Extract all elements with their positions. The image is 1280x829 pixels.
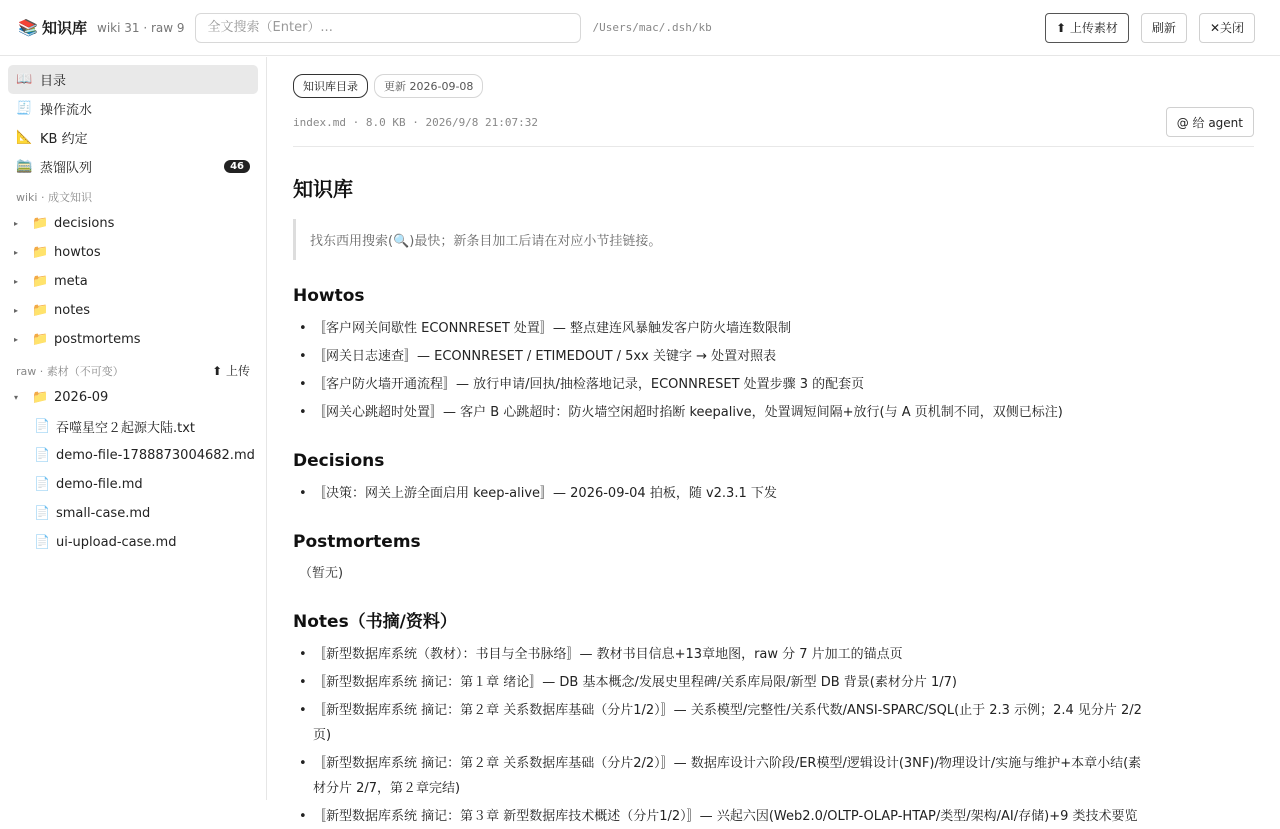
folder-icon: 📁 bbox=[32, 332, 49, 347]
howtos-list bbox=[293, 316, 1254, 425]
kb-stats: wiki 31 · raw 9 bbox=[97, 20, 185, 35]
sidebar-item-label: 目录 bbox=[40, 74, 67, 89]
folder-icon: 📁 bbox=[32, 274, 49, 289]
doc-meta-row bbox=[293, 108, 1254, 136]
section-heading-notes: Notes（书摘/资料） bbox=[293, 612, 457, 632]
books-icon: 📚 bbox=[18, 18, 38, 37]
folder-label: howtos bbox=[54, 245, 101, 260]
tree-file[interactable] bbox=[8, 470, 258, 499]
doc-link[interactable]: • 〚新型数据库系统（教材）：书目与全书脉络〛— 教材书目信息+13章地图，raw 分 7 片加工的锚点页 bbox=[293, 642, 1153, 667]
file-label: demo-file.md bbox=[56, 477, 143, 492]
notes-list bbox=[293, 642, 1254, 829]
section-heading-decisions: Decisions bbox=[293, 451, 385, 471]
top-bar bbox=[0, 0, 1280, 56]
folder-label: 2026-09 bbox=[54, 390, 109, 405]
section-label-text: wiki · 成文知识 bbox=[16, 191, 92, 204]
sidebar-item-index[interactable] bbox=[8, 65, 258, 94]
sidebar-item-label: 蒸馏队列 bbox=[40, 161, 93, 176]
doc-link[interactable]: • 〚新型数据库系统 摘记：第２章 关系数据库基础（分片2/2）〛— 数据库设计六阶段/ER模型/逻辑设计(3NF)/物理设计/实施与维护+本章小结(素材分片 2/7，第２章完结) bbox=[293, 751, 1153, 801]
doc-tags bbox=[293, 74, 1254, 98]
file-icon: 📄 bbox=[34, 477, 51, 492]
folder-label: notes bbox=[54, 303, 91, 318]
tree-folder-notes[interactable] bbox=[8, 296, 258, 325]
train-icon: 🚞 bbox=[16, 159, 33, 174]
doc-link[interactable]: • 〚网关日志速查〛— ECONNRESET / ETIMEDOUT / 5xx 关键字 → 处置对照表 bbox=[293, 344, 1153, 369]
file-label: small-case.md bbox=[56, 506, 151, 521]
tree-file[interactable] bbox=[8, 499, 258, 528]
ruler-icon: 📐 bbox=[16, 130, 33, 145]
tree-file[interactable] bbox=[8, 441, 258, 470]
section-heading-howtos: Howtos bbox=[293, 286, 365, 306]
tree-file[interactable] bbox=[8, 528, 258, 557]
topbar-actions bbox=[1045, 13, 1255, 43]
raw-section-label bbox=[8, 354, 258, 383]
document-view bbox=[293, 57, 1254, 824]
folder-label: decisions bbox=[54, 216, 115, 231]
refresh-button[interactable]: 刷新 bbox=[1141, 13, 1187, 43]
empty-placeholder: （暂无) bbox=[299, 566, 344, 581]
tree-folder-decisions[interactable] bbox=[8, 209, 258, 238]
brand bbox=[18, 17, 185, 38]
app-title: 知识库 bbox=[42, 19, 88, 37]
folder-icon: 📁 bbox=[32, 216, 49, 231]
caret-down-icon: ▾ bbox=[14, 393, 19, 402]
search-input[interactable] bbox=[195, 13, 581, 43]
folder-icon: 📁 bbox=[32, 245, 49, 260]
sidebar-item-oplog[interactable] bbox=[8, 94, 258, 123]
tree-folder-howtos[interactable] bbox=[8, 238, 258, 267]
section-heading-postmortems: Postmortems bbox=[293, 532, 421, 552]
file-icon: 📄 bbox=[34, 448, 51, 463]
sidebar-item-conventions[interactable] bbox=[8, 123, 258, 152]
folder-label: postmortems bbox=[54, 332, 141, 347]
receipt-icon: 🧾 bbox=[16, 101, 33, 116]
doc-link[interactable]: • 〚网关心跳超时处置〛— 客户 B 心跳超时：防火墙空闲超时掐断 keepalive，处置调短间隔+放行(与 A 页机制不同，双侧已标注) bbox=[293, 400, 1153, 425]
wiki-section-label bbox=[8, 181, 258, 209]
send-to-agent-button[interactable]: @ 给 agent bbox=[1166, 107, 1254, 137]
folder-label: meta bbox=[54, 274, 88, 289]
tree-folder-meta[interactable] bbox=[8, 267, 258, 296]
book-icon: 📖 bbox=[16, 72, 33, 87]
caret-right-icon: ▸ bbox=[14, 277, 19, 286]
sidebar-item-distill-queue[interactable] bbox=[8, 152, 258, 181]
tag-updated: 更新 2026-09-08 bbox=[374, 74, 483, 98]
file-label: 吞噬星空２起源大陆.txt bbox=[56, 421, 196, 436]
file-label: ui-upload-case.md bbox=[56, 535, 177, 550]
divider bbox=[293, 146, 1254, 147]
doc-link[interactable]: • 〚客户网关间歇性 ECONNRESET 处置〛— 整点建连风暴触发客户防火墙连数限制 bbox=[293, 316, 1153, 341]
folder-icon: 📁 bbox=[32, 303, 49, 318]
file-icon: 📄 bbox=[34, 535, 51, 550]
close-button[interactable]: ✕关闭 bbox=[1199, 13, 1255, 43]
doc-link[interactable]: • 〚客户防火墙开通流程〛— 放行申请/回执/抽检落地记录，ECONNRESET 处置步骤 3 的配套页 bbox=[293, 372, 1153, 397]
tree-file[interactable] bbox=[8, 412, 258, 441]
doc-link[interactable]: • 〚新型数据库系统 摘记：第３章 新型数据库技术概述（分片1/2）〛— 兴起六因(Web2.0/OLTP-OLAP-HTAP/类型/架构/AI/存储)+9 类技术要览 bbox=[293, 804, 1153, 829]
doc-link[interactable]: • 〚新型数据库系统 摘记：第１章 绪论〛— DB 基本概念/发展史里程碑/关系库局限/新型 DB 背景(素材分片 1/7) bbox=[293, 670, 1153, 695]
doc-link[interactable]: • 〚新型数据库系统 摘记：第２章 关系数据库基础（分片1/2）〛— 关系模型/完整性/关系代数/ANSI-SPARC/SQL(止于 2.3 示例；2.4 见分片 2/2 页) bbox=[293, 698, 1153, 748]
sidebar-item-label: KB 约定 bbox=[40, 132, 88, 147]
doc-meta: index.md · 8.0 KB · 2026/9/8 21:07:32 bbox=[293, 115, 539, 129]
upload-material-button[interactable]: ⬆ 上传素材 bbox=[1045, 13, 1129, 43]
kb-path: /Users/mac/.dsh/kb bbox=[592, 21, 712, 34]
file-icon: 📄 bbox=[34, 506, 51, 521]
section-label-text: raw · 素材（不可变） bbox=[16, 364, 124, 378]
tree-folder-postmortems[interactable] bbox=[8, 325, 258, 354]
sidebar bbox=[0, 57, 267, 800]
caret-right-icon: ▸ bbox=[14, 219, 19, 228]
caret-right-icon: ▸ bbox=[14, 248, 19, 257]
sidebar-item-label: 操作流水 bbox=[40, 103, 93, 118]
file-label: demo-file-1788873004682.md bbox=[56, 448, 255, 463]
count-badge: 46 bbox=[224, 160, 250, 173]
doc-quote: 找东西用搜索(🔍)最快；新条目加工后请在对应小节挂链接。 bbox=[293, 219, 1254, 260]
doc-link[interactable]: • 〚决策：网关上游全面启用 keep-alive〛— 2026-09-04 拍板，随 v2.3.1 下发 bbox=[293, 481, 1153, 506]
raw-upload-button[interactable]: ⬆ 上传 bbox=[212, 364, 250, 378]
caret-right-icon: ▸ bbox=[14, 306, 19, 315]
folder-icon: 📁 bbox=[32, 390, 49, 405]
doc-title: 知识库 bbox=[293, 177, 353, 201]
tree-folder-2026-09[interactable] bbox=[8, 383, 258, 412]
file-icon: 📄 bbox=[34, 419, 51, 434]
decisions-list bbox=[293, 481, 1254, 506]
caret-right-icon: ▸ bbox=[14, 335, 19, 344]
tag-index: 知识库目录 bbox=[293, 74, 368, 98]
